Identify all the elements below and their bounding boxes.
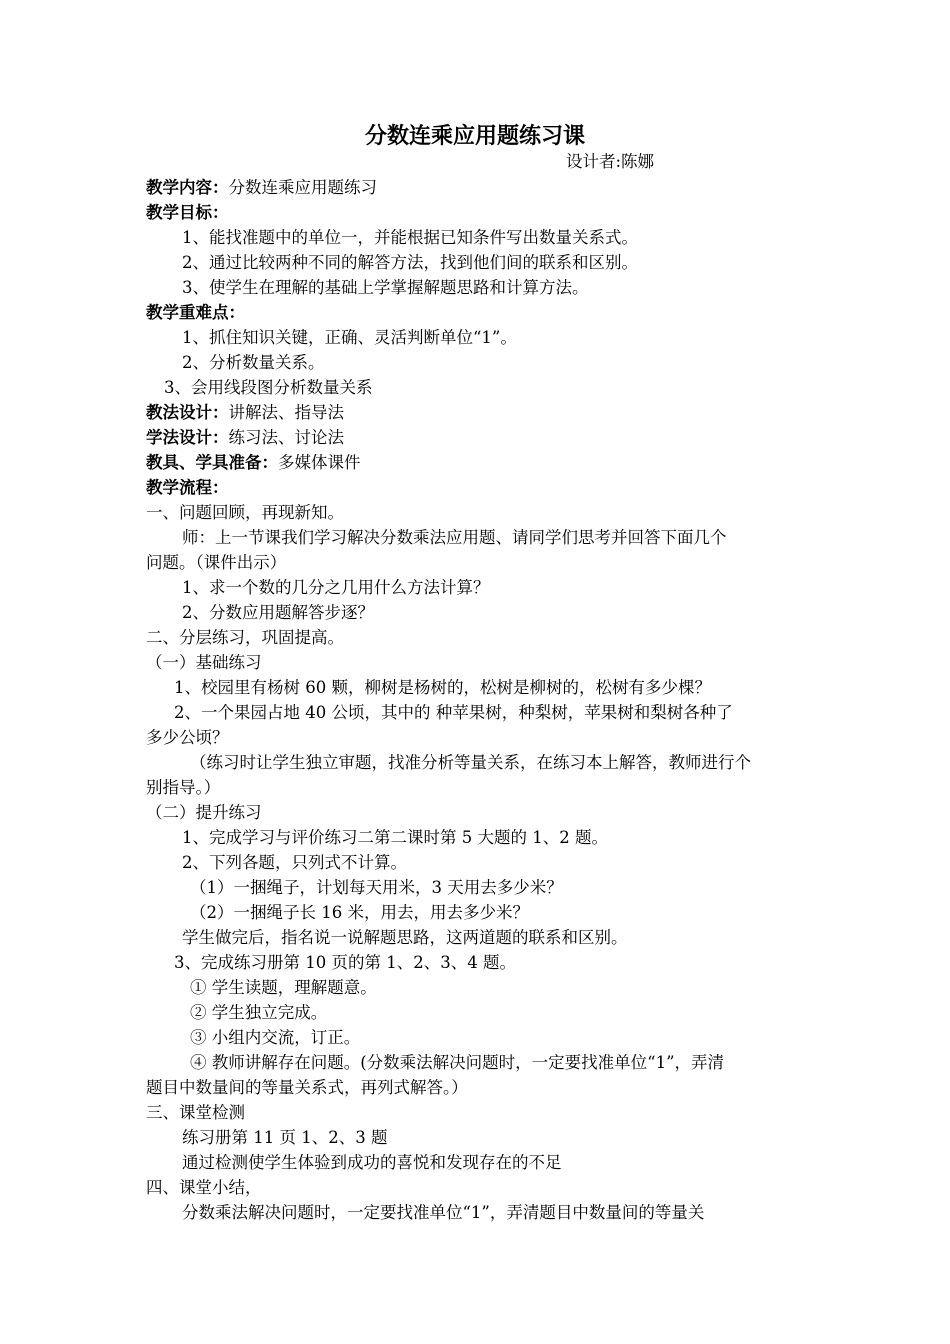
step-item-4-line2: 题目中数量间的等量关系式，再列式解答。） <box>146 1078 468 1097</box>
section1-heading: 一、问题回顾，再现新知。 <box>146 503 344 522</box>
advanced-practice-heading: （二）提升练习 <box>146 803 262 822</box>
teaching-method-value: 讲解法、指导法 <box>228 403 344 422</box>
basic-practice-note-line1: （练习时让学生独立审题，找准分析等量关系，在练习本上解答，教师进行个 <box>190 753 751 772</box>
content-row <box>146 175 811 200</box>
section4-heading: 四、课堂小结， <box>146 1178 262 1197</box>
advanced-practice-sub1: （1）一捆绳子，计划每天用米，3 天用去多少米？ <box>190 878 563 897</box>
tools-value: 多媒体课件 <box>278 453 361 472</box>
section2-heading: 二、分层练习，巩固提高。 <box>146 628 344 647</box>
basic-practice-item1: 1、校园里有杨树 60 颗，柳树是杨树的，松树是柳树的，松树有多少棵？ <box>174 678 711 697</box>
process-label: 教学流程： <box>146 478 229 497</box>
advanced-practice-item1: 1、完成学习与评价练习二第二课时第 5 大题的 1、2 题。 <box>182 828 608 847</box>
learning-method-label: 学法设计： <box>146 428 229 447</box>
section1-line1: 师：上一节课我们学习解决分数乘法应用题、请同学们思考并回答下面几个 <box>182 528 727 547</box>
step-item-1: ① 学生读题，理解题意。 <box>190 978 377 997</box>
basic-practice-heading: （一）基础练习 <box>146 653 262 672</box>
step-item-3: ③ 小组内交流，订正。 <box>190 1028 361 1047</box>
section4-line1: 分数乘法解决问题时，一定要找准单位“1”，弄清题目中数量间的等量关 <box>182 1203 705 1222</box>
key-points-label: 教学重难点： <box>146 303 245 322</box>
learning-method-row <box>146 425 811 450</box>
section3-heading: 三、课堂检测 <box>146 1103 245 1122</box>
teaching-method-label: 教法设计： <box>146 403 229 422</box>
key-point-item-3: 3、会用线段图分析数量关系 <box>164 378 373 397</box>
step-item-4-line1: ④ 教师讲解存在问题。(分数乘法解决问题时，一定要找准单位“1”，弄清 <box>190 1053 725 1072</box>
basic-practice-item2-line1: 2、一个果园占地 40 公顷，其中的 种苹果树，种梨树，苹果树和梨树各种了 <box>174 703 733 722</box>
learning-method-value: 练习法、讨论法 <box>228 428 344 447</box>
section1-question1: 1、求一个数的几分之几用什么方法计算？ <box>182 578 490 597</box>
section3-line1: 练习册第 11 页 1、2、3 题 <box>182 1128 388 1147</box>
teaching-method-row <box>146 400 811 425</box>
document-title: 分数连乘应用题练习课 <box>364 123 585 149</box>
goal-item-2: 2、通过比较两种不同的解答方法，找到他们间的联系和区别。 <box>182 253 638 272</box>
section3-line2: 通过检测使学生体验到成功的喜悦和发现存在的不足 <box>182 1153 562 1172</box>
designer-credit: 设计者:陈娜 <box>566 152 655 171</box>
basic-practice-note-line2: 别指导。） <box>146 778 221 797</box>
goal-item-3: 3、使学生在理解的基础上学掌握解题思路和计算方法。 <box>182 278 589 297</box>
advanced-practice-note: 学生做完后，指名说一说解题思路，这两道题的联系和区别。 <box>182 928 628 947</box>
advanced-practice-item2: 2、下列各题，只列式不计算。 <box>182 853 407 872</box>
content-label: 教学内容： <box>146 178 229 197</box>
tools-row <box>146 450 811 475</box>
step-item-2: ② 学生独立完成。 <box>190 1003 328 1022</box>
goals-label: 教学目标： <box>146 203 229 222</box>
section1-question2: 2、分数应用题解答步逐？ <box>182 603 374 622</box>
key-point-item-2: 2、分析数量关系。 <box>182 353 325 372</box>
goal-item-1: 1、能找准题中的单位一，并能根据已知条件写出数量关系式。 <box>182 228 638 247</box>
basic-practice-item2-line2: 多少公顷？ <box>146 728 229 747</box>
key-point-item-1: 1、抓住知识关键，正确、灵活判断单位“1”。 <box>182 328 517 347</box>
section1-line2: 问题。（课件出示） <box>146 553 287 572</box>
tools-label: 教具、学具准备： <box>146 453 278 472</box>
advanced-practice-item3: 3、完成练习册第 10 页的第 1、2、3、4 题。 <box>174 953 516 972</box>
advanced-practice-sub2: （2）一捆绳子长 16 米，用去，用去多少米？ <box>190 903 529 922</box>
content-value: 分数连乘应用题练习 <box>228 178 377 197</box>
